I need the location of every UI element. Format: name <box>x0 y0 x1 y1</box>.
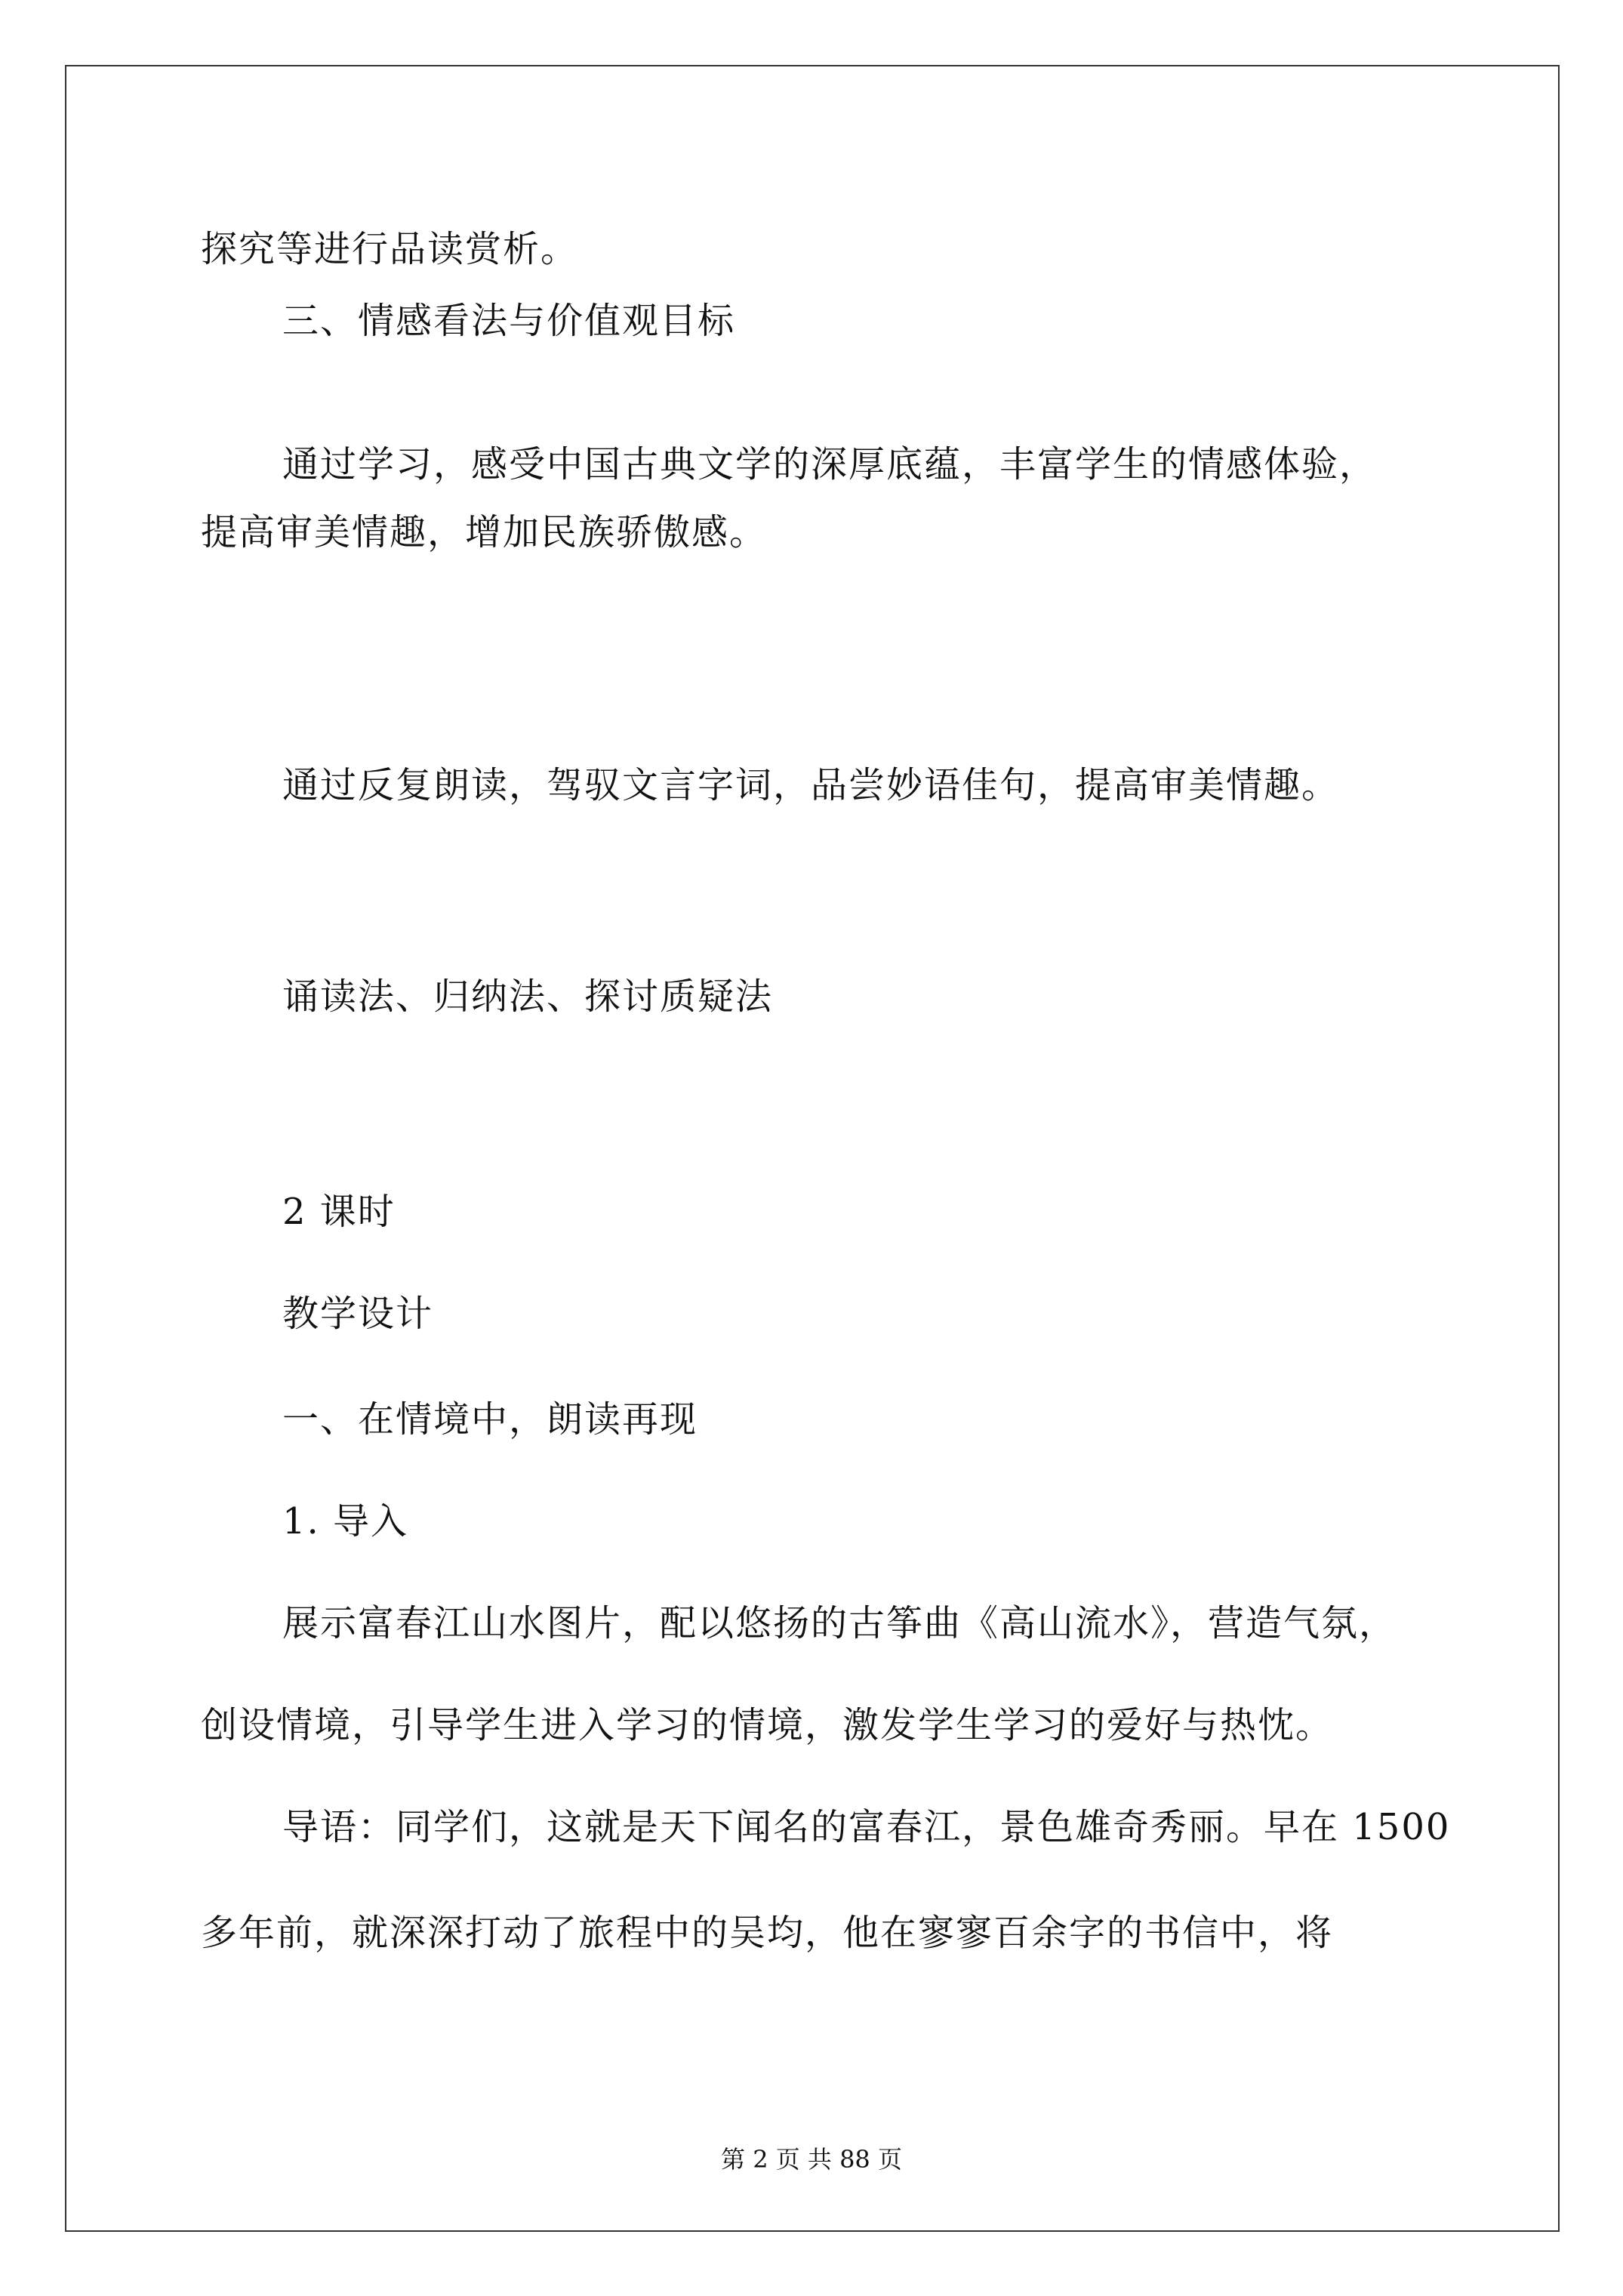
text-line-1: 探究等进行品读赏析。 <box>201 228 579 270</box>
text-line-9: 一、在情境中，朗读再现 <box>282 1398 698 1441</box>
text-line-3: 通过学习，感受中国古典文学的深厚底蕴，丰富学生的情感体验， <box>282 443 1378 485</box>
text-line-7: 2 课时 <box>282 1191 396 1233</box>
page-footer: 第 2 页 共 88 页 <box>721 2145 902 2174</box>
text-line-8: 教学设计 <box>282 1293 434 1335</box>
text-line-5: 通过反复朗读，驾驭文言字词，品尝妙语佳句，提高审美情趣。 <box>282 764 1340 806</box>
text-line-4: 提高审美情趣，增加民族骄傲感。 <box>201 511 768 553</box>
text-line-10: 1. 导入 <box>282 1500 409 1542</box>
text-line-14: 多年前，就深深打动了旅程中的吴均，他在寥寥百余字的书信中，将 <box>201 1912 1334 1954</box>
text-line-6: 诵读法、归纳法、探讨质疑法 <box>282 975 774 1018</box>
text-line-13: 导语：同学们，这就是天下闻名的富春江，景色雄奇秀丽。早在 1500 <box>282 1806 1451 1848</box>
text-line-2: 三、情感看法与价值观目标 <box>282 300 736 342</box>
page-border <box>65 65 1560 2232</box>
text-line-12: 创设情境，引导学生进入学习的情境，激发学生学习的爱好与热忱。 <box>201 1704 1334 1746</box>
text-line-11: 展示富春江山水图片，配以悠扬的古筝曲《高山流水》，营造气氛， <box>282 1602 1397 1644</box>
